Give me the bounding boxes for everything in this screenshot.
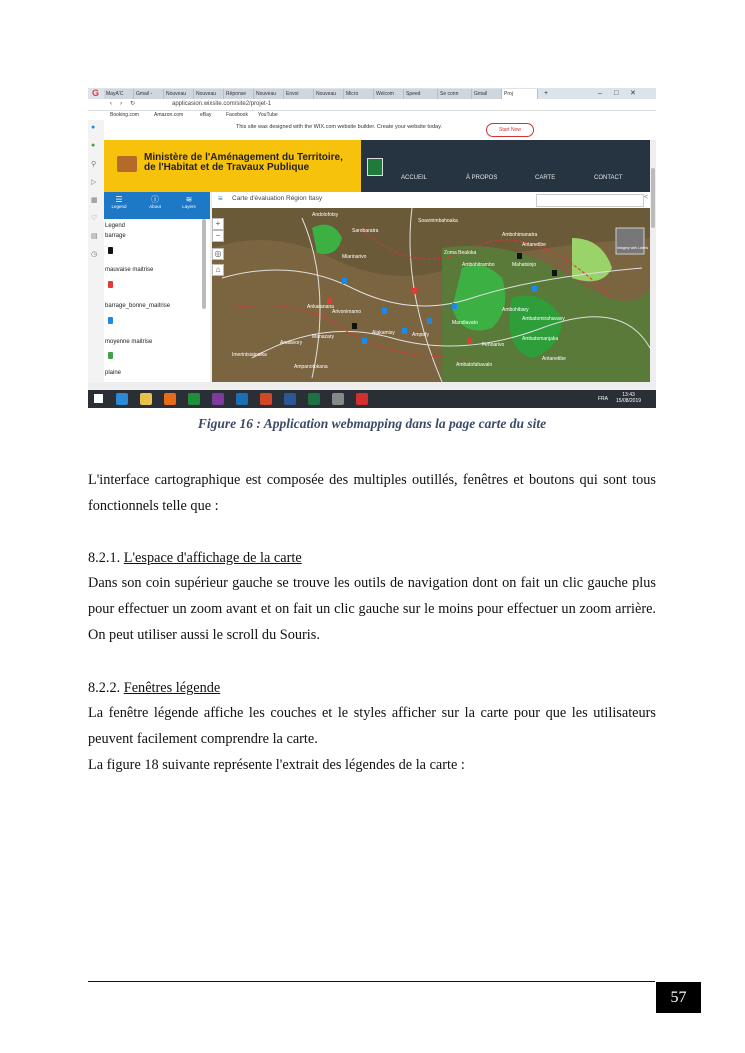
map-marker[interactable] <box>427 318 432 324</box>
wix-banner-text: This site was designed with the WIX.com website builder. Create your website today. <box>236 124 442 130</box>
map-marker[interactable] <box>382 308 387 314</box>
nav-accueil[interactable]: ACCUEIL <box>401 175 428 181</box>
footer-rule <box>88 981 655 982</box>
wix-start-button[interactable]: Start Now <box>486 123 534 137</box>
map-label: Imerintsiatosika <box>232 352 267 358</box>
browser-tab[interactable]: MayA'C <box>104 89 134 99</box>
opera-icon[interactable] <box>356 393 368 405</box>
map-label: Antanetibe <box>522 242 546 248</box>
site-title: Ministère de l'Aménagement du Territoire, de l'Habitat et de Travaux Publique <box>144 152 343 173</box>
locate-icon[interactable]: ◎ <box>212 248 224 260</box>
legend-item: plaine <box>105 370 122 376</box>
figure-screenshot <box>88 88 656 408</box>
browser-tab-strip <box>88 88 656 99</box>
legend-item: barrage <box>105 233 126 239</box>
browser-tab[interactable]: Speed <box>404 89 438 99</box>
map-marker[interactable] <box>532 286 537 292</box>
minimize-icon[interactable]: – <box>598 90 602 97</box>
map-marker[interactable] <box>402 328 407 334</box>
legend-tab[interactable]: ☰ Legend <box>111 195 127 209</box>
bookmark-item[interactable]: YouTube <box>258 112 278 118</box>
browser-tab-active[interactable]: Proj <box>502 89 538 99</box>
nav-carte[interactable]: CARTE <box>535 175 556 181</box>
explorer-icon[interactable] <box>140 393 152 405</box>
layers-tab[interactable]: ≋ Layers <box>182 195 196 209</box>
zoom-in-button[interactable]: + <box>212 218 224 230</box>
section-8-2-2-body: La fenêtre légende affiche les couches et le styles afficher sur la carte pour que les utilisateurs peuvent facilement comprendre la carte. <box>88 705 656 747</box>
map-label: Ambatomirahavavy <box>522 316 565 322</box>
map-search-input[interactable] <box>536 194 644 207</box>
address-bar[interactable] <box>88 99 656 111</box>
heart-icon[interactable]: ♡ <box>91 215 98 222</box>
zoom-out-button[interactable]: − <box>212 230 224 242</box>
bookmark-item[interactable]: Amazon.com <box>154 112 184 118</box>
store-icon[interactable] <box>188 393 200 405</box>
legend-marker-icon <box>108 281 113 288</box>
map-marker[interactable] <box>352 323 357 329</box>
whatsapp-icon[interactable]: ● <box>91 142 96 149</box>
map-label: Ambatofahavalo <box>456 362 493 368</box>
map-marker[interactable] <box>362 338 367 344</box>
browser-tab[interactable]: Nouveau <box>194 89 224 99</box>
map-label: Soavinimbahoaka <box>418 218 458 224</box>
firefox-icon[interactable] <box>164 393 176 405</box>
opera-logo-icon: G <box>92 88 100 98</box>
browser-tab[interactable]: Gmail <box>472 89 502 99</box>
emblem-icon <box>367 158 383 176</box>
map-label: Analavory <box>280 340 303 346</box>
url-text[interactable]: applicasion.wixsite.com/site2/projet-1 <box>172 101 272 107</box>
bookmark-item[interactable]: eBay <box>200 112 212 118</box>
powerpoint-icon[interactable] <box>260 393 272 405</box>
forward-icon[interactable]: › <box>120 101 122 107</box>
share-icon[interactable]: < <box>644 194 649 201</box>
map-label: Zoma Bealoka <box>444 250 477 256</box>
taskbar-clock[interactable]: 13:43 15/08/2019 <box>616 392 642 404</box>
close-icon[interactable]: ✕ <box>630 90 636 97</box>
browser-tab[interactable]: Envoi <box>284 89 314 99</box>
reload-icon[interactable]: ↻ <box>130 101 136 107</box>
map-svg <box>212 208 650 382</box>
map-label: Mandiavato <box>452 320 478 326</box>
map-label: Ampefy <box>412 332 429 338</box>
map-title: Carte d'évaluation Région Itasy <box>232 195 323 202</box>
map-marker[interactable] <box>412 288 417 294</box>
back-icon[interactable]: ‹ <box>110 101 112 107</box>
browser-tab[interactable]: Gmail - <box>134 89 164 99</box>
map-title-bar <box>212 192 656 208</box>
site-header <box>104 140 656 192</box>
browser-sidebar <box>88 120 105 382</box>
send-icon[interactable]: ▷ <box>91 179 97 186</box>
map-marker[interactable] <box>342 278 347 284</box>
legend-marker-icon <box>108 317 113 324</box>
map-marker[interactable] <box>552 270 557 276</box>
outlook-icon[interactable] <box>236 393 248 405</box>
map-marker[interactable] <box>467 338 472 344</box>
nav-a-propos[interactable]: À PROPOS <box>466 175 498 181</box>
menu-icon[interactable]: ≡ <box>218 194 223 203</box>
legend-item: barrage_bonne_maitrise <box>105 303 171 309</box>
history-icon[interactable]: ◷ <box>91 251 98 258</box>
section-8-2-2-body2: La figure 18 suivante représente l'extrait des légendes de la carte : <box>88 757 465 773</box>
about-tab[interactable]: ⓘ About <box>149 195 161 209</box>
section-heading-8-2-1: 8.2.1. L'espace d'affichage de la carte <box>88 550 302 566</box>
section-heading-8-2-2: 8.2.2. Fenêtres légende <box>88 680 221 696</box>
home-icon[interactable]: ⌂ <box>212 264 224 276</box>
legend-item: mauvaise maitrise <box>105 267 154 273</box>
browser-tab[interactable]: Nouveau <box>314 89 344 99</box>
map-label: Ankaranana <box>307 304 334 310</box>
legend-marker-icon <box>108 247 113 254</box>
windows-start-icon[interactable] <box>94 394 103 403</box>
legend-panel <box>104 192 210 382</box>
messenger-icon[interactable]: ● <box>91 124 96 131</box>
ie-icon[interactable] <box>116 393 128 405</box>
figure-caption: Figure 16 : Application webmapping dans la page carte du site <box>197 416 547 431</box>
search-icon[interactable]: ⚲ <box>91 161 97 168</box>
page-scrollbar[interactable] <box>650 140 656 382</box>
map-label: Fenoarivo <box>482 342 505 348</box>
map-label: Ambatomanjaka <box>522 336 559 342</box>
browser-tab[interactable]: Micro <box>344 89 374 99</box>
map-label: Arivonimamo <box>332 309 362 315</box>
browser-tab[interactable]: Nouveau <box>164 89 194 99</box>
windows-taskbar <box>88 390 656 408</box>
map-label: Antanetibe <box>542 356 566 362</box>
grid-icon[interactable]: ▦ <box>91 197 98 204</box>
onenote-icon[interactable] <box>212 393 224 405</box>
app-icon[interactable] <box>332 393 344 405</box>
language-indicator[interactable]: FRA <box>598 396 608 402</box>
legend-heading: Legend <box>105 223 126 229</box>
map-label: Ambohimanatra <box>502 232 538 238</box>
map-label: Alakamisy <box>372 330 395 336</box>
bookmark-item[interactable]: Facebook <box>226 112 248 118</box>
wix-banner <box>104 120 656 141</box>
map-marker[interactable] <box>517 253 522 259</box>
map-label: Ampanotokana <box>294 364 328 370</box>
map-label: Manazary <box>312 334 334 340</box>
map-label: Ambohibary <box>502 307 529 313</box>
map-label: Sarobaratra <box>352 228 379 234</box>
nav-contact[interactable]: CONTACT <box>594 175 623 181</box>
new-tab-icon[interactable]: + <box>544 90 549 97</box>
scrollbar-thumb[interactable] <box>651 168 655 228</box>
bookmark-item[interactable]: Booking.com <box>110 112 139 118</box>
legend-panel-header <box>104 192 210 219</box>
map-label: Miarinarivo <box>342 254 367 260</box>
map-marker[interactable] <box>452 303 457 309</box>
map-label: Mahatsinjo <box>512 262 537 268</box>
zoom-controls <box>212 218 224 290</box>
basemap-label: Imagery with Labels <box>617 246 649 250</box>
section-8-2-1-body: Dans son coin supérieur gauche se trouve les outils de navigation dont on fait un clic gauche plus pour effectuer un zoom avant et on fait un clic gauche sur le moins pour effectuer un zoom arrière. On peut utiliser aussi le scroll du Souris. <box>88 575 656 643</box>
map-view[interactable] <box>212 208 650 382</box>
legend-scrollbar[interactable] <box>202 219 206 309</box>
basemap-thumbnail[interactable] <box>616 228 644 254</box>
restore-icon[interactable]: □ <box>614 90 619 97</box>
browser-tab[interactable]: Se conn <box>438 89 472 99</box>
ministry-logo-icon <box>117 156 137 172</box>
browser-tab[interactable]: Réponse <box>224 89 254 99</box>
excel-icon[interactable] <box>308 393 320 405</box>
browser-tab[interactable]: Nouveau <box>254 89 284 99</box>
legend-item: moyenne maitrise <box>105 339 153 345</box>
map-label: Ambohitrambo <box>462 262 495 268</box>
intro-paragraph: L'interface cartographique est composée des multiples outillés, fenêtres et boutons qui sont tous fonctionnels telle que : <box>88 472 656 514</box>
page-number: 57 <box>656 982 701 1013</box>
map-label: Andolofotsy <box>312 212 339 218</box>
news-icon[interactable]: ▤ <box>91 233 98 240</box>
legend-marker-icon <box>108 352 113 359</box>
browser-tab[interactable]: Welcom <box>374 89 404 99</box>
word-icon[interactable] <box>284 393 296 405</box>
